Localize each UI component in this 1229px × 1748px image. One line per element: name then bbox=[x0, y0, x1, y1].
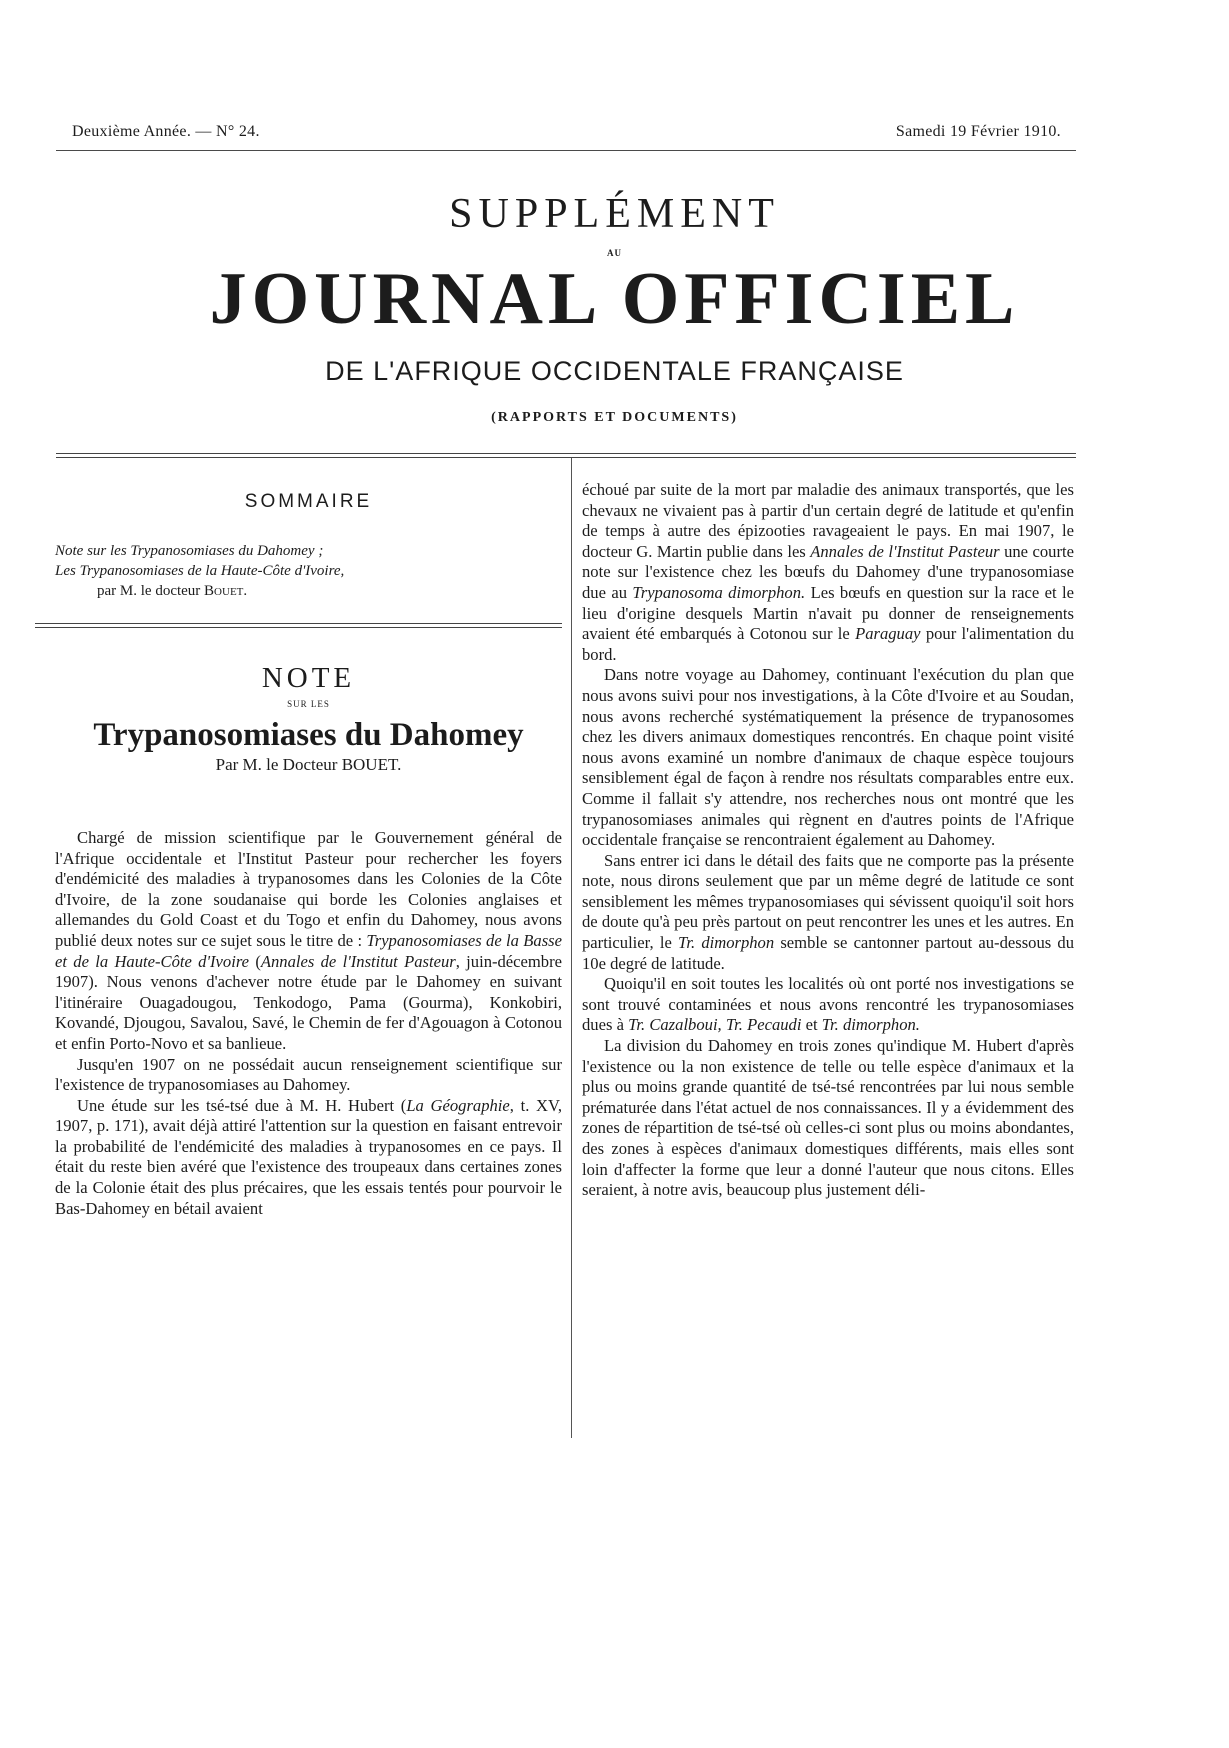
column-divider bbox=[571, 458, 572, 1438]
sommaire-heading: SOMMAIRE bbox=[244, 491, 373, 512]
sur-les-label: SUR LES bbox=[287, 699, 330, 710]
sommaire-rule bbox=[35, 623, 562, 628]
sommaire-author-prefix: par M. le docteur bbox=[97, 582, 201, 599]
masthead-double-rule bbox=[56, 453, 1076, 458]
journal-title: JOURNAL OFFICIEL bbox=[209, 258, 1020, 340]
header-rule bbox=[56, 150, 1076, 151]
sommaire-author-name: Bouet. bbox=[204, 582, 248, 599]
sommaire-item: Les Trypanosomiases de la Haute-Côte d'Ivoire, bbox=[55, 562, 345, 579]
masthead-subtitle: DE L'AFRIQUE OCCIDENTALE FRANÇAISE bbox=[325, 356, 904, 386]
issue-date: Samedi 19 Février 1910. bbox=[895, 123, 1061, 140]
issue-number: Deuxième Année. — N° 24. bbox=[72, 123, 260, 140]
article-byline: Par M. le Docteur BOUET. bbox=[215, 755, 402, 775]
paragraph: Dans notre voyage au Dahomey, continuant l'exécution du plan que nous avons suivi pour nos investigations, à la Côte d'Ivoire et au Soudan, nous avons recherché systématiquement la présence de trypanosomes chez les divers animaux domestiques rencontrés. En chaque point visité nous avons examiné un nombre d'animaux de chaque espèce toujours sensiblement égal de façon à rendre nos résultats comparables entre eux. Comme il fallait s'y attendre, nos recherches nous ont montré que les trypanosomiases animales qui règnent en d'autres points de l'Afrique occidentale française se rencontraient également au Dahomey. bbox=[582, 665, 1074, 850]
right-column bbox=[582, 480, 1074, 1201]
paragraph: Chargé de mission scientifique par le Gouvernement général de l'Afrique occidentale et l'Institut Pasteur pour rechercher les foyers d'endémicité des maladies à trypanosomes dans les Colonies de la Côte d'Ivoire, de la zone soudanaise qui borde les Colonies anglaises et allemandes du Gold Coast et du Togo et enfin du Dahomey, nous avons publié deux notes sur ce sujet sous le titre de : Trypanosomiases de la Basse et de la Haute-Côte d'Ivoire (Annales de l'Institut Pasteur, juin-décembre 1907). Nous venons d'achever notre étude par le Dahomey en suivant l'itinéraire Ouagadougou, Tenkodogo, Pama (Gourma), Konkobiri, Kovandé, Djougou, Savalou, Savé, le Chemin de fer d'Agouagon à Cotonou et enfin Porto-Novo et sa banlieue. bbox=[55, 827, 562, 1053]
sommaire-item: Note sur les Trypanosomiases du Dahomey ; bbox=[55, 542, 324, 559]
supplement-title: SUPPLÉMENT bbox=[449, 191, 780, 237]
rapports-label: (RAPPORTS ET DOCUMENTS) bbox=[491, 410, 738, 425]
paragraph: Quoiqu'il en soit toutes les localités où ont porté nos investigations se sont trouvé contaminées et nous avons rencontré les trypanosomiases dues à Tr. Cazalboui, Tr. Pecaudi et Tr. dimorphon. bbox=[582, 974, 1074, 1035]
au-label: AU bbox=[607, 248, 622, 258]
paragraph: Sans entrer ici dans le détail des faits que ne comporte pas la présente note, nous dirons seulement que par un même degré de latitude ce sont sensiblement les mêmes trypanosomiases qui sévissent quoiqu'il soit hors de doute qu'à peu près partout on peut rencontrer les unes et les autres. En particulier, le Tr. dimorphon semble se cantonner partout au-dessous du 10e degré de latitude. bbox=[582, 850, 1074, 973]
paragraph: échoué par suite de la mort par maladie des animaux transportés, que les chevaux ne vivaient pas à partir d'un certain degré de latitude et qu'enfin de temps à autre des épizooties ravageaient le pays. En mai 1907, le docteur G. Martin publie dans les Annales de l'Institut Pasteur une courte note sur l'existence chez les bœufs du Dahomey d'une trypanosomiase due au Trypanosoma dimorphon. Les bœufs en question sur la race et le lieu d'origine desquels Martin n'avait pu donner de renseignements avaient été embarqués à Cotonou sur le Paraguay pour l'alimentation du bord. bbox=[582, 480, 1074, 664]
sommaire-author bbox=[97, 581, 562, 601]
paragraph: La division du Dahomey en trois zones qu'indique M. Hubert d'après l'existence ou la non existence de telle ou telle espèce d'animaux et la plus ou moins grande quantité de tsé-tsé rencontrées par lui nous semble prématurée dans l'état actuel de nos connaissances. Il y a évidemment des zones de répartition de tsé-tsé où celles-ci sont plus ou moins abondantes, des zones à espèces d'animaux domestiques différents, mais elles sont loin d'affecter la forme que leur a donné l'auteur que nous citons. Elles seraient, à notre avis, beaucoup plus justement déli- bbox=[582, 1036, 1074, 1200]
article-title: Trypanosomiases du Dahomey bbox=[93, 716, 524, 753]
paragraph: Jusqu'en 1907 on ne possédait aucun renseignement scientifique sur l'existence de trypanosomiases au Dahomey. bbox=[55, 1054, 562, 1095]
paragraph: Une étude sur les tsé-tsé due à M. H. Hubert (La Géographie, t. XV, 1907, p. 171), avait déjà attiré l'attention sur la question en faisant entrevoir la probabilité de l'endémicité des maladies à trypanosomes en ce pays. Il était du reste bien avéré que l'existence des troupeaux dans certaines zones de la Colonie était des plus précaires, que les essais tentés pour pourvoir le Bas-Dahomey en bétail avaient bbox=[55, 1095, 562, 1218]
note-heading: NOTE bbox=[261, 661, 356, 694]
left-column bbox=[55, 480, 562, 1219]
